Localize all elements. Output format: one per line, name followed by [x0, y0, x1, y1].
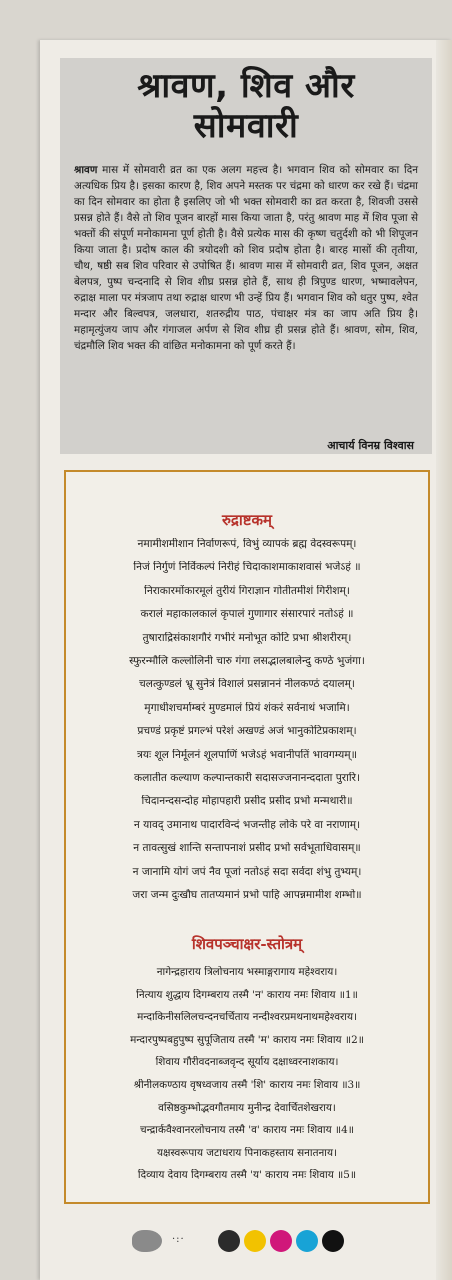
rudrashtakam-verse: न तावत्सुखं शान्ति सन्तापनाशं प्रसीद प्रभो सर्वभूताधिवासम्॥	[133, 842, 361, 855]
rudrashtakam-verse: नमामीशमीशान निर्वाणरूपं, विभुं व्यापकं ब्रह्म वेदस्वरूपम्।	[137, 538, 357, 550]
rudrashtakam-verse: न यावद् उमानाथ पादारविन्दं भजन्तीह लोके परे वा नराणाम्।	[133, 818, 361, 831]
rudrashtakam-verse: चलत्कुण्डलं भ्रू सुनेत्रं विशालं प्रसन्नाननं नीलकण्ठं दयालम्।	[139, 678, 355, 691]
registration-dot-magenta	[270, 1230, 292, 1252]
rudrashtakam-verse: न जानामि योगं जपं नैव पूजां नतोऽहं सदा सर्वदा शंभु तुभ्यम्।	[132, 865, 362, 878]
rudrashtakam-verse: निजं निर्गुणं निर्विकल्पं निरीहं चिदाकाशमाकाशवासं भजेऽहं ॥	[133, 561, 361, 574]
panchakshara-verse: वसिष्ठकुम्भोद्भवगौतमाय मुनीन्द्र देवार्चितशेखराय।	[158, 1101, 336, 1114]
rudrashtakam-verse: तुषाराद्रिसंकाशगौरं गभीरं मनोभूत कोटि प्रभा श्रीशरीरम्।	[142, 631, 352, 644]
rudrashtakam-verse: स्फुरन्मौलि कल्लोलिनी चारु गंगा लसद्भालबालेन्दु कण्ठे भुजंगा।	[129, 655, 365, 667]
rudrashtakam-verse: चिदानन्दसन्दोह मोहापहारी प्रसीद प्रसीद प्रभो मन्मथारी॥	[141, 795, 353, 808]
registration-dot-black	[218, 1230, 240, 1252]
rudrashtakam-title: रुद्राष्टकम्	[221, 511, 273, 529]
registration-dot-yellow	[244, 1230, 266, 1252]
rudrashtakam-verse: त्रयः शूल निर्मूलनं शूलपाणिं भजेऽहं भवानीपतिं भावगम्यम्॥	[137, 748, 357, 761]
registration-smudge	[132, 1230, 162, 1252]
article-author: आचार्य विनम्र विश्वास	[327, 439, 414, 452]
rudrashtakam-verse: प्रचण्डं प्रकृष्टं प्रगल्भं परेशं अखण्डं अजं भानुकोटिप्रकाशम्।	[137, 725, 357, 738]
panchakshara-verse: नित्याय शुद्धाय दिगम्बराय तस्मै 'न' काराय नमः शिवाय ॥1॥	[136, 988, 358, 1001]
panchakshara-verse: चन्द्रार्कवैश्वानरलोचनाय तस्मै 'व' काराय नमः शिवाय ॥4॥	[139, 1124, 354, 1137]
article-body	[74, 162, 418, 354]
rudrashtakam-verse: करालं महाकालकालं कृपालं गुणागार संसारपारं नतोऽहं ॥	[140, 608, 354, 621]
hymn-box	[64, 470, 430, 1204]
rudrashtakam-verse: कलातीत कल्याण कल्पान्तकारी सदासज्जनानन्ददाता पुरारि।	[134, 772, 360, 784]
registration-dots: ·:·	[172, 1234, 185, 1245]
panchakshara-verse: नागेन्द्रहाराय त्रिलोचनाय भस्माङ्गरागाय महेश्वराय।	[156, 966, 338, 978]
panchakshara-verse: शिवाय गौरीवदनाब्जवृन्द सूर्याय दक्षाध्वरनाशकाय।	[155, 1056, 339, 1069]
panchakshara-title: शिवपञ्चाक्षर-स्तोत्रम्	[191, 935, 303, 953]
panchakshara-verse: मन्दाकिनीसलिलचन्दनचर्चिताय नन्दीश्वरप्रमथनाथमहेश्वराय।	[137, 1011, 357, 1024]
page-edge	[436, 40, 452, 1280]
rudrashtakam-verse: मृगाधीशचर्माम्बरं मुण्डमालं प्रियं शंकरं सर्वनाथं भजामि।	[144, 701, 350, 714]
rudrashtakam-verse: निराकारमोंकारमूलं तुरीयं गिराज्ञान गोतीतमीशं गिरीशम्।	[144, 584, 350, 597]
panchakshara-verse: यक्षस्वरूपाय जटाधराय पिनाकहस्ताय सनातनाय।	[157, 1146, 337, 1159]
registration-dot-key	[322, 1230, 344, 1252]
print-registration-marks	[100, 1228, 400, 1252]
registration-dot-cyan	[296, 1230, 318, 1252]
headline-line-2: सोमवारी	[193, 106, 299, 146]
article-text: मास में सोमवारी व्रत का एक अलग महत्त्व है। भगवान शिव को सोमवार का दिन अत्यधिक प्रिय है। इसका कारण है, शिव अपने मस्तक पर चंद्रमा को धारण कर रखे हैं। चंद्रमा का दिन सोमवार का होता है इसलिए जो भी भक्त सोमवारी का व्रत करता है, शिवजी उससे प्रसन्न होते हैं। वैसे तो शिव पूजन बारहों मास किया जाता है, परंतु श्रावण माह में शिव पूजा से भक्तों की संपूर्ण मनोकामना पूर्ण होती है। वैसे प्रत्येक मास की कृष्ण चतुर्दशी को भी शिपूजन किया जाता है। प्रदोष काल की त्रयोदशी को शिव प्रदोष होता है। बारह मासों की तृतीया, चौथ, षष्ठी सब शिव परिवार से उपोषित हैं। श्रावण मास में सोमवारी व्रत, शिव पूजन, अक्षत बेलपत्र, पुष्प चन्दनादि से शिव शीघ्र प्रसन्न होते हैं, साथ ही त्रिपुण्ड धारण, भष्मावलेपन, रुद्राक्ष माला पर मंत्रजाप तथा रुद्राक्ष धारण भी उन्हें प्रिय हैं। भगवान शिव को धतुर पुष्प, श्वेत मन्दार और बिल्वपत्र, जलधारा, शतरुद्रीय पाठ, पंचाक्षर मंत्र का जाप अति प्रिय है। महामृत्युंजय जाप और गंगाजल अर्पण से शिव शीघ्र ही प्रसन्न होते हैं। श्रावण, सोम, शिव, चंद्रमौलि शिव भक्त की वांछित मनोकामना को पूर्ण करते हैं।	[74, 164, 418, 352]
panchakshara-verse: श्रीनीलकण्ठाय वृषध्वजाय तस्मै 'शि' काराय नमः शिवाय ॥3॥	[133, 1079, 361, 1091]
article-block	[60, 58, 432, 454]
panchakshara-verse: मन्दारपुष्पबहुपुष्प सुपूजिताय तस्मै 'म' काराय नमः शिवाय ॥2॥	[130, 1033, 364, 1046]
headline	[60, 66, 432, 146]
headline-line-1: श्रावण, शिव और	[137, 66, 355, 106]
article-lead-word: श्रावण	[74, 164, 98, 176]
panchakshara-verse: दिव्याय देवाय दिगम्बराय तस्मै 'य' काराय नमः शिवाय ॥5॥	[137, 1169, 357, 1182]
rudrashtakam-verse: जरा जन्म दुःखौघ तातप्यमानं प्रभो पाहि आपन्नमामीश शम्भो॥	[132, 889, 362, 901]
